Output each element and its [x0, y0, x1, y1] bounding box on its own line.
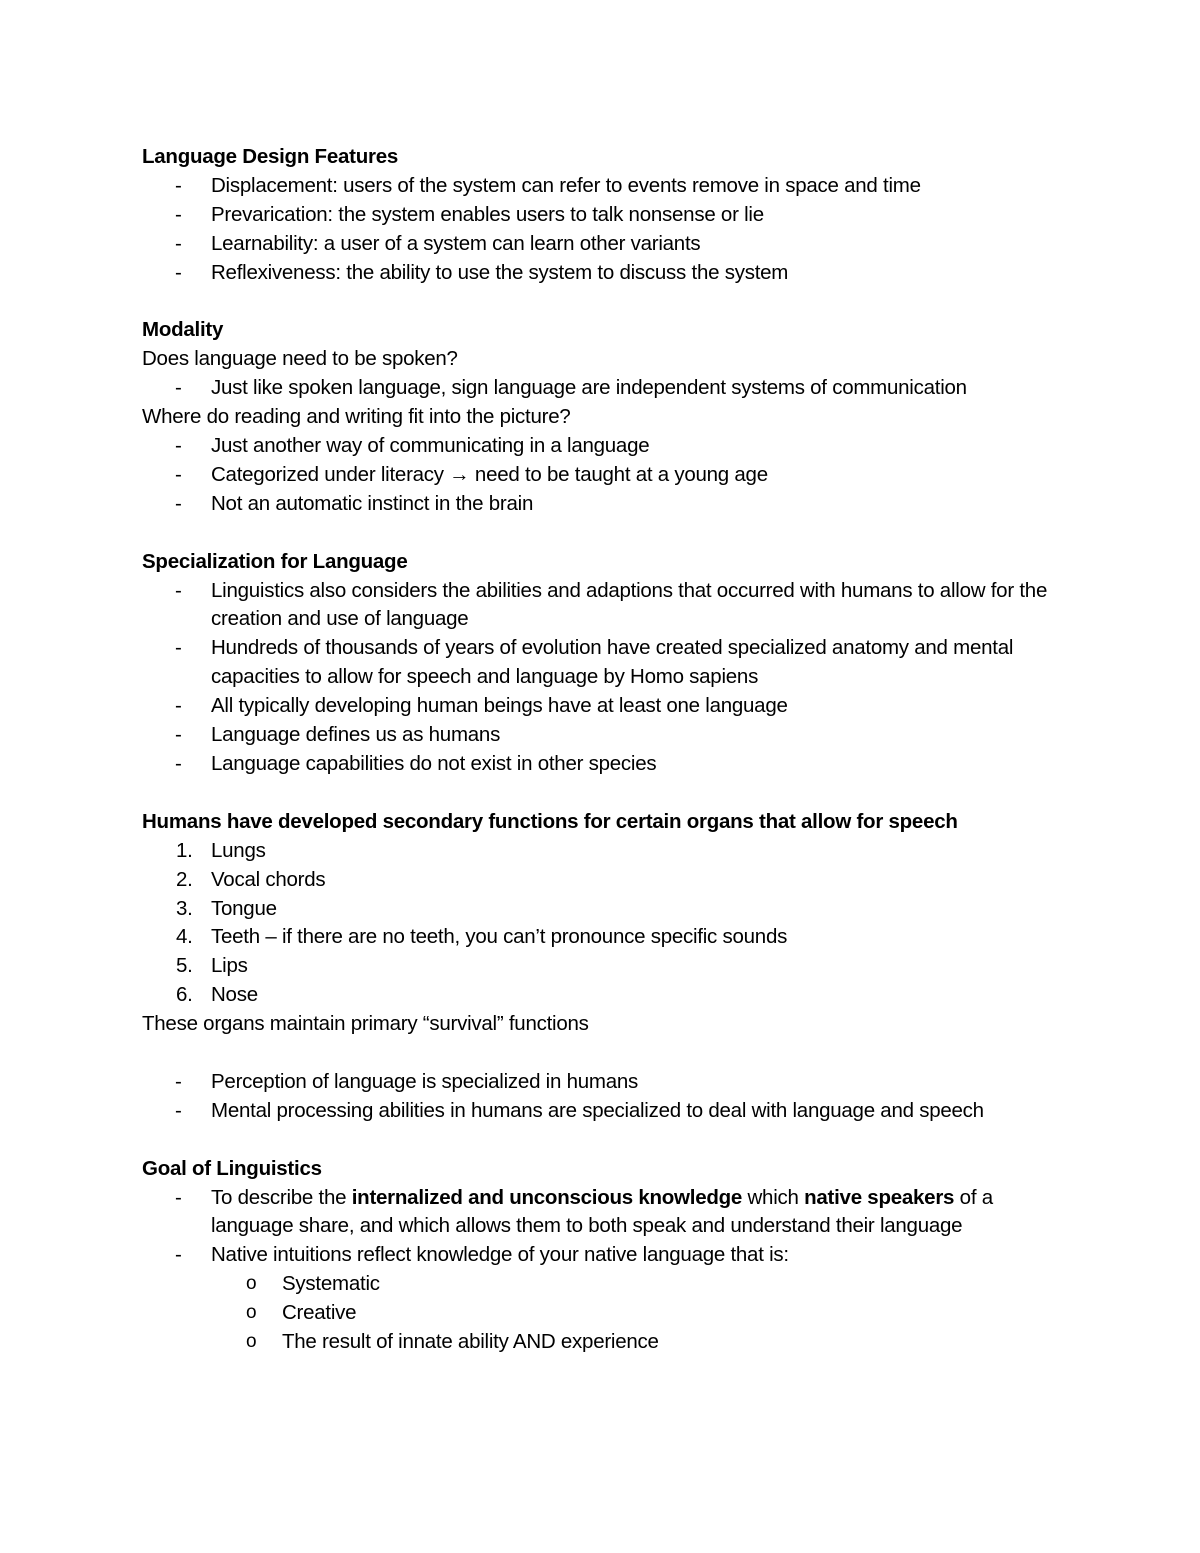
heading-organs: Humans have developed secondary functions for certain organs that allow for speech [142, 809, 958, 833]
dash-bullet: - [175, 1185, 182, 1209]
list-item: 1. Lungs [142, 837, 1072, 866]
list-item: - Just another way of communicating in a language [142, 432, 1072, 461]
modality-question-1: Does language need to be spoken? [142, 347, 458, 371]
dash-bullet: - [175, 462, 182, 486]
list-number: 3. [176, 896, 193, 920]
dash-bullet: - [175, 260, 182, 284]
list-item: 2. Vocal chords [142, 866, 1072, 895]
dash-bullet: - [175, 1098, 182, 1122]
sub-list-item: o Systematic [142, 1270, 1072, 1299]
document-body [142, 143, 1072, 1357]
list-item: - Learnability: a user of a system can learn other variants [142, 230, 1072, 259]
heading-design-features: Language Design Features [142, 145, 399, 168]
list-item: 4. Teeth – if there are no teeth, you can’t pronounce specific sounds [142, 923, 1072, 952]
dash-bullet: - [175, 723, 182, 747]
dash-bullet: - [175, 173, 182, 197]
list-item: - Reflexiveness: the ability to use the system to discuss the system [142, 259, 1072, 288]
list-number: 2. [176, 867, 193, 891]
list-number: 1. [176, 838, 193, 862]
list-number: 6. [176, 983, 193, 1007]
specialization-list [142, 577, 1072, 779]
goal-sub-list [142, 1270, 1072, 1357]
list-item: - Linguistics also considers the abilities and adaptions that occurred with humans to allow for the creation and use of language [175, 578, 1048, 631]
list-item: - Displacement: users of the system can refer to events remove in space and time [142, 172, 1072, 201]
circle-bullet: o [246, 1331, 257, 1353]
heading-specialization: Specialization for Language [142, 549, 408, 573]
spacer [142, 779, 1072, 808]
list-item: - Categorized under literacy → need to be taught at a young age [142, 461, 1072, 490]
modality-q2-list [142, 432, 1072, 519]
list-item: - All typically developing human beings have at least one language [142, 692, 1072, 721]
circle-bullet: o [246, 1273, 257, 1295]
list-item: - Hundreds of thousands of years of evolution have created specialized anatomy and mental capacities to allow for speech and language by Homo sapiens [175, 636, 1014, 689]
dash-bullet: - [175, 578, 182, 602]
dash-bullet: - [175, 636, 182, 660]
bold-phrase: internalized and unconscious knowledge [351, 1185, 743, 1209]
list-item: 6. Nose [142, 981, 1072, 1010]
dash-bullet: - [175, 491, 182, 515]
heading-goal: Goal of Linguistics [142, 1156, 322, 1180]
list-item: - To describe the internalized and unconscious knowledge which native speakers of a language share, and which allows them to both speak and understand their language [175, 1185, 993, 1238]
list-item: 5. Lips [142, 952, 1072, 981]
organs-numbered-list [142, 837, 1072, 1010]
spacer [142, 1126, 1072, 1155]
list-item: - Not an automatic instinct in the brain [142, 490, 1072, 519]
dash-bullet: - [175, 376, 182, 400]
goal-list [142, 1184, 1072, 1357]
dash-bullet: - [175, 202, 182, 226]
design-features-list [142, 172, 1072, 288]
list-number: 5. [176, 954, 193, 978]
dash-bullet: - [175, 694, 182, 718]
circle-bullet: o [246, 1302, 257, 1324]
heading-modality: Modality [142, 318, 224, 342]
list-item: 3. Tongue [142, 895, 1072, 924]
list-item: - Just like spoken language, sign language are independent systems of communication [142, 374, 1072, 403]
modality-question-2: Where do reading and writing fit into the picture? [142, 405, 571, 429]
dash-bullet: - [175, 231, 182, 255]
dash-bullet: - [175, 434, 182, 458]
modality-q1-list [142, 374, 1072, 403]
list-item: - Mental processing abilities in humans are specialized to deal with language and speech [142, 1097, 1072, 1126]
list-item: - Perception of language is specialized in humans [142, 1068, 1072, 1097]
dash-bullet: - [175, 752, 182, 775]
list-item: - Native intuitions reflect knowledge of your native language that is: o Systematic o Creative o The result of innate ability AND experience [142, 1241, 1072, 1357]
list-item: - Prevarication: the system enables users to talk nonsense or lie [142, 201, 1072, 230]
list-number: 4. [176, 925, 193, 949]
spacer [142, 288, 1072, 317]
dash-bullet: - [175, 1243, 182, 1267]
bold-phrase: native speakers [804, 1185, 955, 1209]
dash-bullet: - [175, 1069, 182, 1093]
organs-extra-list [142, 1068, 1072, 1126]
list-item: - Language capabilities do not exist in other species [142, 750, 1072, 779]
organs-note: These organs maintain primary “survival” functions [142, 1012, 589, 1036]
spacer [142, 519, 1072, 548]
spacer [142, 1039, 1072, 1068]
sub-list-item: o The result of innate ability AND experience [142, 1328, 1072, 1357]
list-item: - Language defines us as humans [142, 721, 1072, 750]
sub-list-item: o Creative [142, 1299, 1072, 1328]
